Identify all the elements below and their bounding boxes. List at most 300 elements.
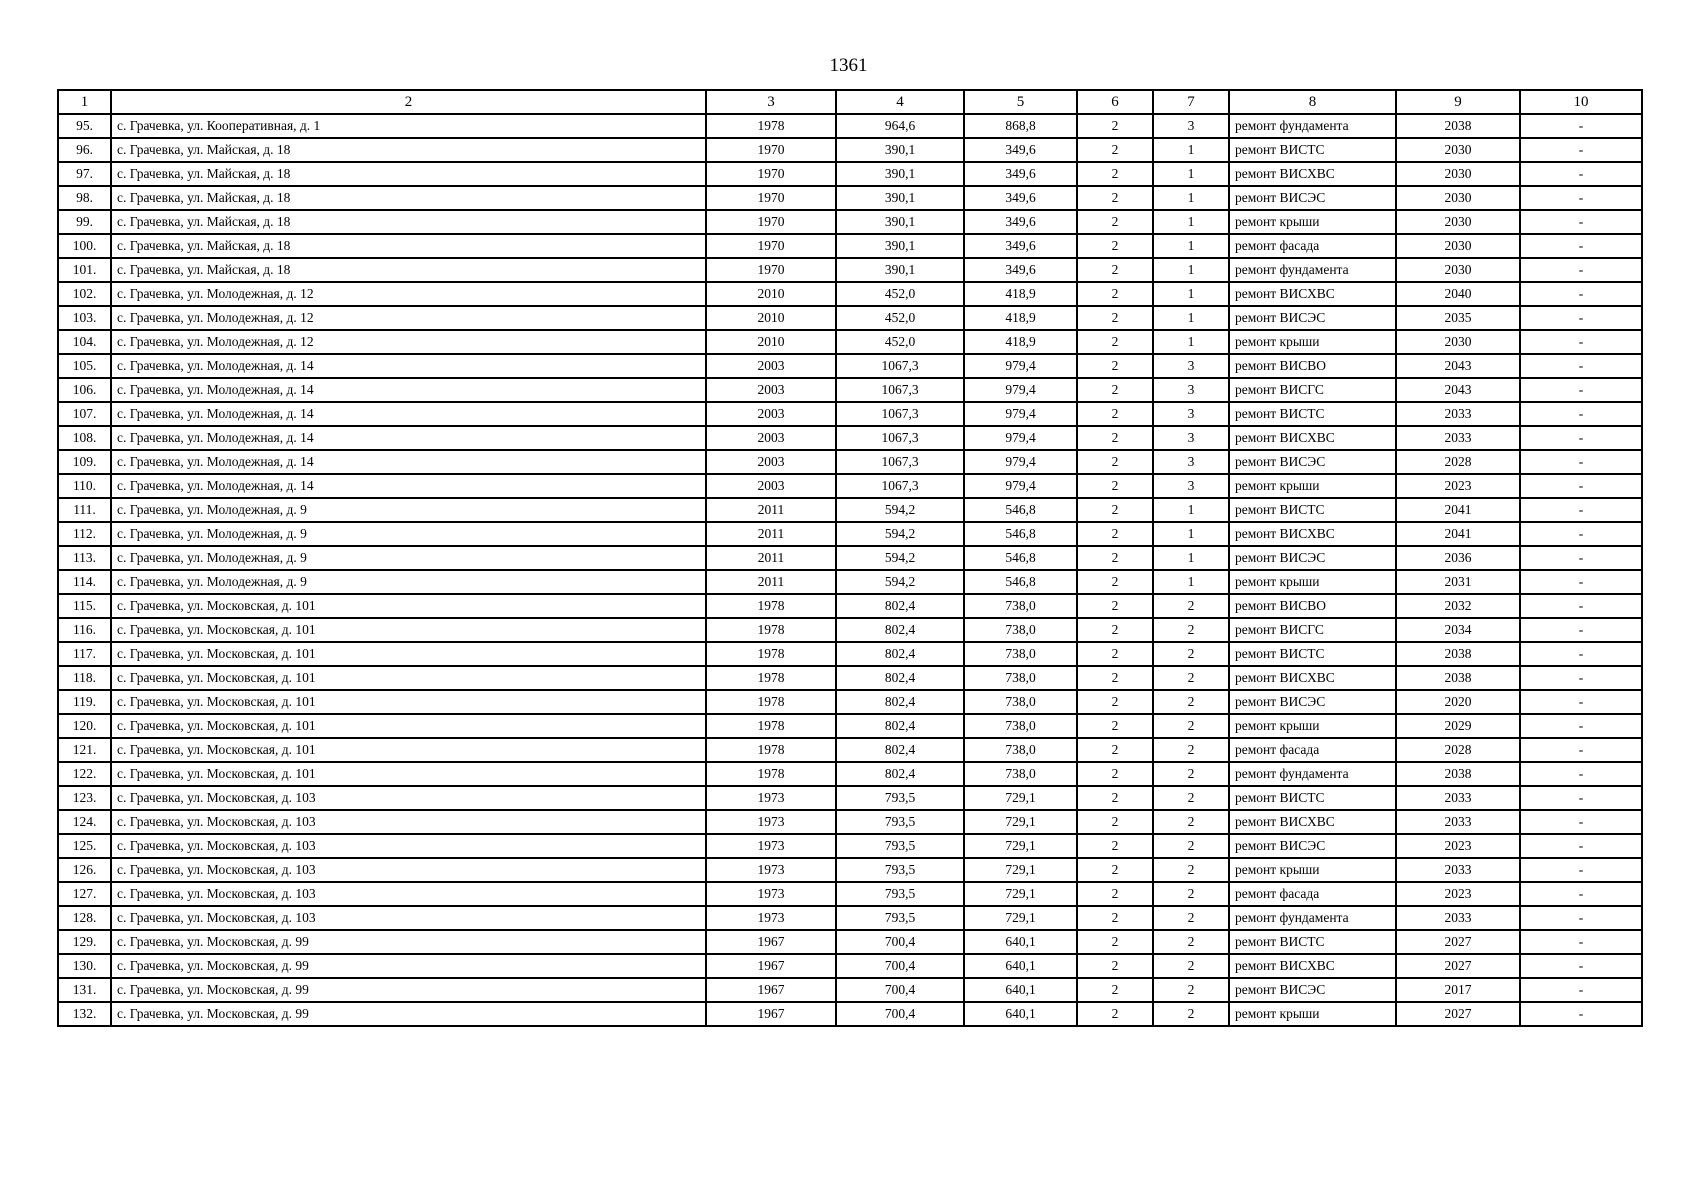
cell-planned-year: 2030 bbox=[1396, 210, 1520, 234]
table-row bbox=[58, 378, 1642, 402]
table-row bbox=[58, 834, 1642, 858]
table-row bbox=[58, 930, 1642, 954]
cell-entrances: 3 bbox=[1153, 474, 1229, 498]
cell-note: - bbox=[1520, 234, 1642, 258]
cell-total-area: 802,4 bbox=[836, 714, 964, 738]
cell-living-area: 729,1 bbox=[964, 786, 1077, 810]
cell-row-number: 101. bbox=[58, 258, 111, 282]
cell-work-type: ремонт ВИСХВС bbox=[1229, 810, 1396, 834]
cell-living-area: 729,1 bbox=[964, 906, 1077, 930]
cell-address: с. Грачевка, ул. Московская, д. 99 bbox=[111, 978, 706, 1002]
cell-address: с. Грачевка, ул. Молодежная, д. 14 bbox=[111, 474, 706, 498]
cell-address: с. Грачевка, ул. Майская, д. 18 bbox=[111, 138, 706, 162]
cell-address: с. Грачевка, ул. Московская, д. 101 bbox=[111, 594, 706, 618]
cell-planned-year: 2033 bbox=[1396, 402, 1520, 426]
table-row bbox=[58, 426, 1642, 450]
cell-row-number: 97. bbox=[58, 162, 111, 186]
cell-floors: 2 bbox=[1077, 954, 1153, 978]
cell-floors: 2 bbox=[1077, 762, 1153, 786]
cell-total-area: 390,1 bbox=[836, 186, 964, 210]
cell-total-area: 1067,3 bbox=[836, 426, 964, 450]
cell-living-area: 418,9 bbox=[964, 330, 1077, 354]
cell-address: с. Грачевка, ул. Молодежная, д. 12 bbox=[111, 330, 706, 354]
cell-row-number: 100. bbox=[58, 234, 111, 258]
cell-year-built: 2011 bbox=[706, 546, 836, 570]
cell-total-area: 390,1 bbox=[836, 258, 964, 282]
cell-entrances: 1 bbox=[1153, 546, 1229, 570]
table-row bbox=[58, 258, 1642, 282]
cell-planned-year: 2027 bbox=[1396, 930, 1520, 954]
table-row bbox=[58, 714, 1642, 738]
cell-living-area: 979,4 bbox=[964, 426, 1077, 450]
cell-year-built: 1973 bbox=[706, 858, 836, 882]
table-row bbox=[58, 570, 1642, 594]
cell-floors: 2 bbox=[1077, 594, 1153, 618]
cell-living-area: 738,0 bbox=[964, 618, 1077, 642]
cell-entrances: 1 bbox=[1153, 522, 1229, 546]
cell-address: с. Грачевка, ул. Московская, д. 103 bbox=[111, 858, 706, 882]
cell-total-area: 700,4 bbox=[836, 930, 964, 954]
cell-living-area: 868,8 bbox=[964, 114, 1077, 138]
cell-note: - bbox=[1520, 210, 1642, 234]
cell-planned-year: 2041 bbox=[1396, 498, 1520, 522]
cell-note: - bbox=[1520, 498, 1642, 522]
cell-total-area: 802,4 bbox=[836, 666, 964, 690]
cell-total-area: 390,1 bbox=[836, 210, 964, 234]
cell-note: - bbox=[1520, 978, 1642, 1002]
cell-year-built: 1967 bbox=[706, 930, 836, 954]
cell-entrances: 1 bbox=[1153, 306, 1229, 330]
cell-entrances: 1 bbox=[1153, 138, 1229, 162]
cell-floors: 2 bbox=[1077, 210, 1153, 234]
cell-floors: 2 bbox=[1077, 906, 1153, 930]
cell-note: - bbox=[1520, 666, 1642, 690]
cell-year-built: 1978 bbox=[706, 642, 836, 666]
cell-living-area: 729,1 bbox=[964, 810, 1077, 834]
cell-work-type: ремонт фасада bbox=[1229, 738, 1396, 762]
cell-total-area: 793,5 bbox=[836, 906, 964, 930]
cell-floors: 2 bbox=[1077, 858, 1153, 882]
cell-year-built: 1973 bbox=[706, 786, 836, 810]
cell-work-type: ремонт ВИСГС bbox=[1229, 378, 1396, 402]
cell-planned-year: 2020 bbox=[1396, 690, 1520, 714]
cell-note: - bbox=[1520, 1002, 1642, 1026]
cell-note: - bbox=[1520, 810, 1642, 834]
cell-floors: 2 bbox=[1077, 474, 1153, 498]
cell-floors: 2 bbox=[1077, 522, 1153, 546]
cell-planned-year: 2033 bbox=[1396, 426, 1520, 450]
cell-floors: 2 bbox=[1077, 738, 1153, 762]
cell-total-area: 793,5 bbox=[836, 786, 964, 810]
cell-year-built: 1970 bbox=[706, 234, 836, 258]
cell-living-area: 418,9 bbox=[964, 306, 1077, 330]
cell-floors: 2 bbox=[1077, 114, 1153, 138]
cell-planned-year: 2030 bbox=[1396, 162, 1520, 186]
cell-note: - bbox=[1520, 426, 1642, 450]
cell-floors: 2 bbox=[1077, 258, 1153, 282]
cell-entrances: 3 bbox=[1153, 450, 1229, 474]
cell-floors: 2 bbox=[1077, 162, 1153, 186]
cell-planned-year: 2029 bbox=[1396, 714, 1520, 738]
cell-entrances: 1 bbox=[1153, 330, 1229, 354]
table-row bbox=[58, 546, 1642, 570]
cell-work-type: ремонт ВИСТС bbox=[1229, 498, 1396, 522]
cell-floors: 2 bbox=[1077, 930, 1153, 954]
cell-living-area: 738,0 bbox=[964, 762, 1077, 786]
cell-address: с. Грачевка, ул. Московская, д. 103 bbox=[111, 882, 706, 906]
cell-year-built: 1978 bbox=[706, 714, 836, 738]
column-header-3: 3 bbox=[706, 90, 836, 114]
cell-work-type: ремонт фасада bbox=[1229, 234, 1396, 258]
cell-planned-year: 2038 bbox=[1396, 762, 1520, 786]
cell-year-built: 2010 bbox=[706, 282, 836, 306]
cell-floors: 2 bbox=[1077, 234, 1153, 258]
cell-row-number: 116. bbox=[58, 618, 111, 642]
cell-planned-year: 2033 bbox=[1396, 906, 1520, 930]
cell-work-type: ремонт ВИСЭС bbox=[1229, 450, 1396, 474]
cell-entrances: 2 bbox=[1153, 786, 1229, 810]
cell-floors: 2 bbox=[1077, 282, 1153, 306]
cell-work-type: ремонт фундамента bbox=[1229, 114, 1396, 138]
cell-floors: 2 bbox=[1077, 138, 1153, 162]
cell-row-number: 103. bbox=[58, 306, 111, 330]
cell-year-built: 1967 bbox=[706, 978, 836, 1002]
cell-address: с. Грачевка, ул. Московская, д. 101 bbox=[111, 666, 706, 690]
cell-entrances: 2 bbox=[1153, 690, 1229, 714]
cell-floors: 2 bbox=[1077, 882, 1153, 906]
table-row bbox=[58, 282, 1642, 306]
cell-planned-year: 2028 bbox=[1396, 738, 1520, 762]
cell-floors: 2 bbox=[1077, 642, 1153, 666]
cell-work-type: ремонт фундамента bbox=[1229, 258, 1396, 282]
cell-planned-year: 2036 bbox=[1396, 546, 1520, 570]
cell-year-built: 2011 bbox=[706, 498, 836, 522]
cell-year-built: 2003 bbox=[706, 474, 836, 498]
cell-year-built: 1978 bbox=[706, 762, 836, 786]
table-row bbox=[58, 738, 1642, 762]
cell-work-type: ремонт ВИСЭС bbox=[1229, 690, 1396, 714]
cell-floors: 2 bbox=[1077, 786, 1153, 810]
cell-planned-year: 2038 bbox=[1396, 642, 1520, 666]
cell-planned-year: 2030 bbox=[1396, 234, 1520, 258]
cell-floors: 2 bbox=[1077, 834, 1153, 858]
cell-year-built: 2003 bbox=[706, 378, 836, 402]
cell-floors: 2 bbox=[1077, 306, 1153, 330]
cell-year-built: 2010 bbox=[706, 330, 836, 354]
cell-note: - bbox=[1520, 858, 1642, 882]
cell-work-type: ремонт ВИСТС bbox=[1229, 930, 1396, 954]
cell-address: с. Грачевка, ул. Московская, д. 101 bbox=[111, 762, 706, 786]
cell-entrances: 3 bbox=[1153, 402, 1229, 426]
cell-work-type: ремонт крыши bbox=[1229, 1002, 1396, 1026]
cell-note: - bbox=[1520, 738, 1642, 762]
cell-work-type: ремонт фундамента bbox=[1229, 762, 1396, 786]
cell-living-area: 640,1 bbox=[964, 1002, 1077, 1026]
cell-total-area: 594,2 bbox=[836, 498, 964, 522]
cell-living-area: 979,4 bbox=[964, 378, 1077, 402]
cell-address: с. Грачевка, ул. Московская, д. 101 bbox=[111, 642, 706, 666]
table-row bbox=[58, 906, 1642, 930]
cell-total-area: 594,2 bbox=[836, 522, 964, 546]
cell-entrances: 2 bbox=[1153, 930, 1229, 954]
cell-row-number: 102. bbox=[58, 282, 111, 306]
table-row bbox=[58, 594, 1642, 618]
cell-planned-year: 2023 bbox=[1396, 474, 1520, 498]
cell-year-built: 1978 bbox=[706, 114, 836, 138]
cell-total-area: 452,0 bbox=[836, 330, 964, 354]
cell-note: - bbox=[1520, 474, 1642, 498]
cell-total-area: 793,5 bbox=[836, 834, 964, 858]
cell-floors: 2 bbox=[1077, 978, 1153, 1002]
cell-address: с. Грачевка, ул. Молодежная, д. 14 bbox=[111, 354, 706, 378]
cell-planned-year: 2034 bbox=[1396, 618, 1520, 642]
cell-entrances: 1 bbox=[1153, 570, 1229, 594]
cell-living-area: 349,6 bbox=[964, 258, 1077, 282]
cell-note: - bbox=[1520, 330, 1642, 354]
cell-row-number: 99. bbox=[58, 210, 111, 234]
cell-total-area: 802,4 bbox=[836, 690, 964, 714]
cell-row-number: 132. bbox=[58, 1002, 111, 1026]
cell-floors: 2 bbox=[1077, 714, 1153, 738]
cell-planned-year: 2038 bbox=[1396, 114, 1520, 138]
cell-work-type: ремонт ВИСТС bbox=[1229, 138, 1396, 162]
cell-address: с. Грачевка, ул. Московская, д. 103 bbox=[111, 786, 706, 810]
cell-year-built: 2010 bbox=[706, 306, 836, 330]
cell-floors: 2 bbox=[1077, 618, 1153, 642]
cell-address: с. Грачевка, ул. Молодежная, д. 12 bbox=[111, 306, 706, 330]
cell-note: - bbox=[1520, 522, 1642, 546]
table-row bbox=[58, 210, 1642, 234]
cell-year-built: 1978 bbox=[706, 618, 836, 642]
cell-living-area: 729,1 bbox=[964, 834, 1077, 858]
cell-note: - bbox=[1520, 138, 1642, 162]
cell-work-type: ремонт ВИСВО bbox=[1229, 354, 1396, 378]
cell-floors: 2 bbox=[1077, 570, 1153, 594]
cell-living-area: 738,0 bbox=[964, 666, 1077, 690]
cell-address: с. Грачевка, ул. Молодежная, д. 9 bbox=[111, 570, 706, 594]
cell-work-type: ремонт ВИСЭС bbox=[1229, 978, 1396, 1002]
cell-floors: 2 bbox=[1077, 498, 1153, 522]
cell-living-area: 349,6 bbox=[964, 186, 1077, 210]
cell-note: - bbox=[1520, 714, 1642, 738]
table-row bbox=[58, 762, 1642, 786]
cell-row-number: 111. bbox=[58, 498, 111, 522]
cell-year-built: 1973 bbox=[706, 882, 836, 906]
column-header-10: 10 bbox=[1520, 90, 1642, 114]
cell-row-number: 129. bbox=[58, 930, 111, 954]
cell-note: - bbox=[1520, 306, 1642, 330]
cell-total-area: 452,0 bbox=[836, 306, 964, 330]
cell-address: с. Грачевка, ул. Майская, д. 18 bbox=[111, 234, 706, 258]
cell-planned-year: 2030 bbox=[1396, 138, 1520, 162]
table-row bbox=[58, 330, 1642, 354]
cell-address: с. Грачевка, ул. Молодежная, д. 14 bbox=[111, 450, 706, 474]
cell-year-built: 1978 bbox=[706, 594, 836, 618]
table-row bbox=[58, 402, 1642, 426]
cell-year-built: 1967 bbox=[706, 1002, 836, 1026]
table-row bbox=[58, 1002, 1642, 1026]
cell-total-area: 594,2 bbox=[836, 546, 964, 570]
cell-year-built: 1978 bbox=[706, 738, 836, 762]
cell-row-number: 106. bbox=[58, 378, 111, 402]
cell-note: - bbox=[1520, 906, 1642, 930]
table-row bbox=[58, 234, 1642, 258]
cell-row-number: 120. bbox=[58, 714, 111, 738]
cell-living-area: 979,4 bbox=[964, 402, 1077, 426]
cell-total-area: 1067,3 bbox=[836, 402, 964, 426]
cell-entrances: 1 bbox=[1153, 498, 1229, 522]
cell-work-type: ремонт ВИСХВС bbox=[1229, 282, 1396, 306]
column-header-9: 9 bbox=[1396, 90, 1520, 114]
cell-planned-year: 2043 bbox=[1396, 378, 1520, 402]
cell-total-area: 802,4 bbox=[836, 642, 964, 666]
cell-work-type: ремонт фундамента bbox=[1229, 906, 1396, 930]
cell-address: с. Грачевка, ул. Московская, д. 99 bbox=[111, 930, 706, 954]
cell-work-type: ремонт ВИСВО bbox=[1229, 594, 1396, 618]
cell-floors: 2 bbox=[1077, 330, 1153, 354]
cell-living-area: 546,8 bbox=[964, 522, 1077, 546]
cell-entrances: 2 bbox=[1153, 978, 1229, 1002]
cell-row-number: 119. bbox=[58, 690, 111, 714]
cell-floors: 2 bbox=[1077, 1002, 1153, 1026]
cell-address: с. Грачевка, ул. Молодежная, д. 14 bbox=[111, 426, 706, 450]
cell-year-built: 1973 bbox=[706, 906, 836, 930]
cell-floors: 2 bbox=[1077, 690, 1153, 714]
cell-total-area: 390,1 bbox=[836, 138, 964, 162]
cell-planned-year: 2023 bbox=[1396, 882, 1520, 906]
page-number: 1361 bbox=[829, 55, 868, 76]
cell-living-area: 640,1 bbox=[964, 978, 1077, 1002]
cell-year-built: 1970 bbox=[706, 186, 836, 210]
cell-work-type: ремонт ВИСТС bbox=[1229, 402, 1396, 426]
cell-living-area: 729,1 bbox=[964, 882, 1077, 906]
cell-work-type: ремонт крыши bbox=[1229, 474, 1396, 498]
cell-note: - bbox=[1520, 930, 1642, 954]
cell-row-number: 104. bbox=[58, 330, 111, 354]
table-row bbox=[58, 882, 1642, 906]
cell-row-number: 123. bbox=[58, 786, 111, 810]
cell-address: с. Грачевка, ул. Московская, д. 101 bbox=[111, 738, 706, 762]
cell-floors: 2 bbox=[1077, 450, 1153, 474]
column-header-4: 4 bbox=[836, 90, 964, 114]
table-row bbox=[58, 186, 1642, 210]
column-header-7: 7 bbox=[1153, 90, 1229, 114]
cell-year-built: 2003 bbox=[706, 450, 836, 474]
cell-planned-year: 2030 bbox=[1396, 258, 1520, 282]
cell-note: - bbox=[1520, 546, 1642, 570]
cell-address: с. Грачевка, ул. Молодежная, д. 12 bbox=[111, 282, 706, 306]
cell-living-area: 738,0 bbox=[964, 690, 1077, 714]
cell-address: с. Грачевка, ул. Московская, д. 103 bbox=[111, 906, 706, 930]
table-row bbox=[58, 114, 1642, 138]
cell-address: с. Грачевка, ул. Московская, д. 101 bbox=[111, 618, 706, 642]
cell-entrances: 2 bbox=[1153, 882, 1229, 906]
cell-address: с. Грачевка, ул. Московская, д. 103 bbox=[111, 810, 706, 834]
cell-entrances: 2 bbox=[1153, 834, 1229, 858]
cell-planned-year: 2017 bbox=[1396, 978, 1520, 1002]
cell-total-area: 1067,3 bbox=[836, 354, 964, 378]
cell-planned-year: 2033 bbox=[1396, 786, 1520, 810]
cell-total-area: 390,1 bbox=[836, 234, 964, 258]
table-row bbox=[58, 810, 1642, 834]
cell-address: с. Грачевка, ул. Молодежная, д. 9 bbox=[111, 498, 706, 522]
cell-entrances: 3 bbox=[1153, 114, 1229, 138]
column-header-1: 1 bbox=[58, 90, 111, 114]
cell-entrances: 1 bbox=[1153, 258, 1229, 282]
table-row bbox=[58, 162, 1642, 186]
cell-year-built: 1978 bbox=[706, 666, 836, 690]
cell-total-area: 700,4 bbox=[836, 954, 964, 978]
cell-planned-year: 2041 bbox=[1396, 522, 1520, 546]
cell-living-area: 979,4 bbox=[964, 354, 1077, 378]
cell-entrances: 2 bbox=[1153, 666, 1229, 690]
cell-work-type: ремонт ВИСЭС bbox=[1229, 306, 1396, 330]
cell-living-area: 729,1 bbox=[964, 858, 1077, 882]
column-header-2: 2 bbox=[111, 90, 706, 114]
cell-total-area: 1067,3 bbox=[836, 474, 964, 498]
cell-row-number: 112. bbox=[58, 522, 111, 546]
cell-living-area: 349,6 bbox=[964, 138, 1077, 162]
cell-living-area: 349,6 bbox=[964, 234, 1077, 258]
cell-row-number: 118. bbox=[58, 666, 111, 690]
column-header-6: 6 bbox=[1077, 90, 1153, 114]
table-row bbox=[58, 978, 1642, 1002]
cell-row-number: 127. bbox=[58, 882, 111, 906]
cell-floors: 2 bbox=[1077, 354, 1153, 378]
cell-living-area: 738,0 bbox=[964, 642, 1077, 666]
cell-floors: 2 bbox=[1077, 186, 1153, 210]
cell-address: с. Грачевка, ул. Молодежная, д. 9 bbox=[111, 546, 706, 570]
cell-planned-year: 2031 bbox=[1396, 570, 1520, 594]
cell-year-built: 2011 bbox=[706, 522, 836, 546]
cell-address: с. Грачевка, ул. Московская, д. 101 bbox=[111, 690, 706, 714]
cell-address: с. Грачевка, ул. Молодежная, д. 14 bbox=[111, 378, 706, 402]
cell-total-area: 793,5 bbox=[836, 810, 964, 834]
cell-floors: 2 bbox=[1077, 666, 1153, 690]
cell-work-type: ремонт крыши bbox=[1229, 858, 1396, 882]
cell-note: - bbox=[1520, 762, 1642, 786]
cell-living-area: 546,8 bbox=[964, 498, 1077, 522]
cell-entrances: 1 bbox=[1153, 210, 1229, 234]
cell-planned-year: 2033 bbox=[1396, 810, 1520, 834]
cell-total-area: 700,4 bbox=[836, 1002, 964, 1026]
cell-work-type: ремонт ВИСТС bbox=[1229, 642, 1396, 666]
cell-living-area: 349,6 bbox=[964, 162, 1077, 186]
cell-living-area: 640,1 bbox=[964, 954, 1077, 978]
cell-entrances: 1 bbox=[1153, 162, 1229, 186]
table-body bbox=[58, 114, 1642, 1026]
cell-planned-year: 2033 bbox=[1396, 858, 1520, 882]
cell-address: с. Грачевка, ул. Кооперативная, д. 1 bbox=[111, 114, 706, 138]
table-row bbox=[58, 786, 1642, 810]
cell-total-area: 594,2 bbox=[836, 570, 964, 594]
cell-planned-year: 2043 bbox=[1396, 354, 1520, 378]
table-row bbox=[58, 354, 1642, 378]
cell-note: - bbox=[1520, 690, 1642, 714]
cell-year-built: 1973 bbox=[706, 834, 836, 858]
cell-year-built: 1970 bbox=[706, 210, 836, 234]
cell-entrances: 2 bbox=[1153, 714, 1229, 738]
cell-work-type: ремонт ВИСЭС bbox=[1229, 186, 1396, 210]
cell-year-built: 1978 bbox=[706, 690, 836, 714]
cell-year-built: 2003 bbox=[706, 354, 836, 378]
cell-planned-year: 2027 bbox=[1396, 954, 1520, 978]
cell-total-area: 793,5 bbox=[836, 882, 964, 906]
cell-living-area: 640,1 bbox=[964, 930, 1077, 954]
cell-work-type: ремонт крыши bbox=[1229, 570, 1396, 594]
table-row bbox=[58, 858, 1642, 882]
cell-row-number: 130. bbox=[58, 954, 111, 978]
